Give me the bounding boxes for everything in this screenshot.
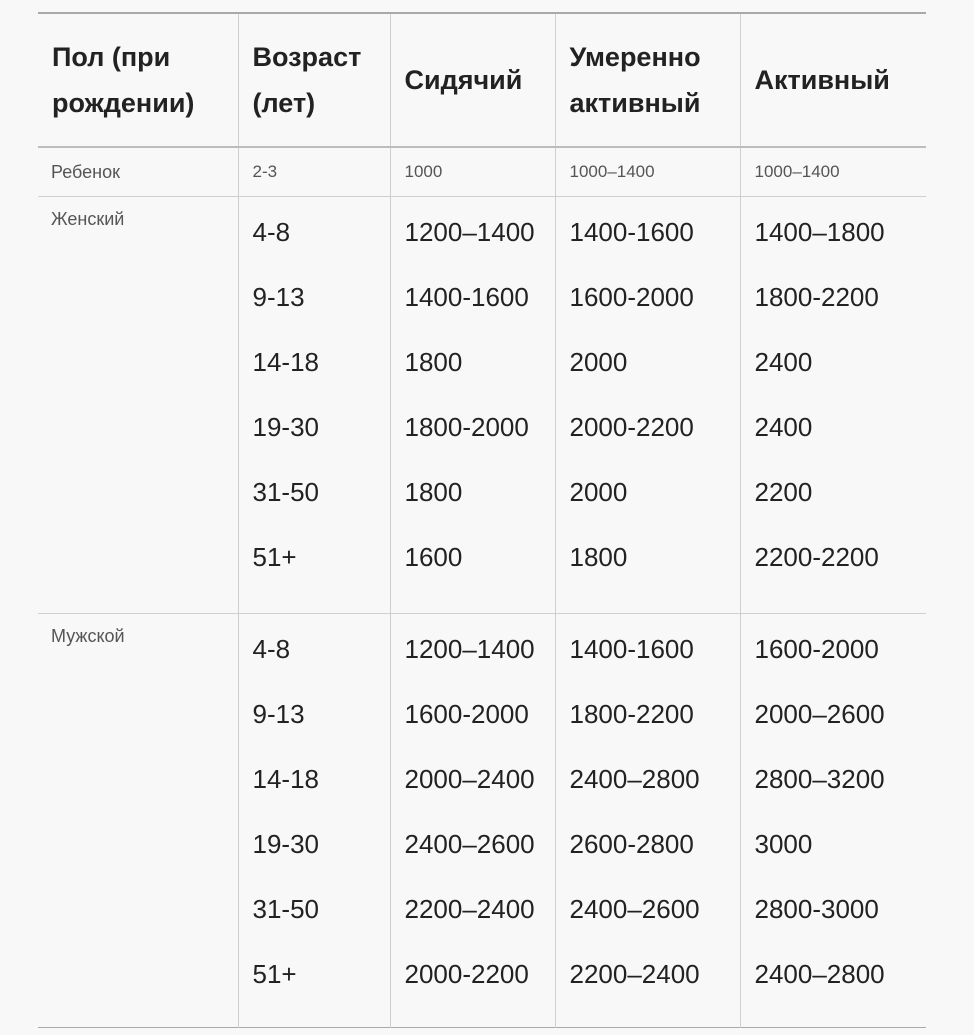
moderate-value: 1800 (569, 542, 628, 572)
cell-ages (238, 614, 390, 1028)
moderate-value: 2000 (569, 477, 628, 507)
active-value: 2400–2800 (754, 959, 885, 989)
sedentary-value: 2000–2400 (404, 764, 535, 794)
age-value: 19-30 (252, 412, 319, 442)
header-active: Активный (740, 13, 926, 147)
cell-active: 1000–1400 (740, 147, 926, 197)
age-value: 51+ (252, 959, 297, 989)
sedentary-value: 2400–2600 (404, 829, 535, 859)
cell-sedentary: 1000 (390, 147, 555, 197)
table-row-child (38, 147, 926, 197)
active-value: 2000–2600 (754, 699, 885, 729)
sedentary-value: 1800 (404, 477, 463, 507)
active-value: 2400 (754, 412, 813, 442)
header-row (38, 13, 926, 147)
calorie-table (38, 12, 926, 1028)
header-sex: Пол (при рождении) (52, 42, 195, 118)
moderate-value: 1800-2200 (569, 699, 694, 729)
moderate-value: 1400-1600 (569, 634, 694, 664)
active-value: 1400–1800 (754, 217, 885, 247)
cell-active (740, 614, 926, 1028)
cell-sedentary (390, 197, 555, 614)
sedentary-value: 1800-2000 (404, 412, 529, 442)
moderate-value: 2000 (569, 347, 628, 377)
age-value: 51+ (252, 542, 297, 572)
age-value: 9-13 (252, 699, 305, 729)
moderate-value: 1400-1600 (569, 217, 694, 247)
cell-ages (238, 197, 390, 614)
header-sedentary: Сидячий (390, 13, 555, 147)
age-value: 31-50 (252, 894, 319, 924)
active-value: 2800–3200 (754, 764, 885, 794)
sedentary-value: 1400-1600 (404, 282, 529, 312)
sedentary-value: 1800 (404, 347, 463, 377)
cell-active (740, 197, 926, 614)
age-value: 14-18 (252, 347, 319, 377)
age-value: 31-50 (252, 477, 319, 507)
active-value: 1800-2200 (754, 282, 879, 312)
moderate-value: 2000-2200 (569, 412, 694, 442)
active-value: 3000 (754, 829, 813, 859)
active-value: 1600-2000 (754, 634, 879, 664)
sedentary-value: 2000-2200 (404, 959, 529, 989)
header-moderate: Умеренно активный (555, 13, 740, 147)
active-value: 2200-2200 (754, 542, 879, 572)
header-age: Возраст (лет) (238, 13, 390, 147)
cell-sex: Мужской (51, 626, 125, 646)
moderate-value: 2400–2800 (569, 764, 700, 794)
sedentary-value: 1200–1400 (404, 634, 535, 664)
cell-moderate: 1000–1400 (555, 147, 740, 197)
table-row-female (38, 197, 926, 614)
cell-moderate (555, 614, 740, 1028)
moderate-value: 2600-2800 (569, 829, 694, 859)
sedentary-value: 1600-2000 (404, 699, 529, 729)
age-value: 19-30 (252, 829, 319, 859)
table-row-male (38, 614, 926, 1028)
cell-sex: Женский (51, 209, 125, 229)
sedentary-value: 2200–2400 (404, 894, 535, 924)
cell-moderate (555, 197, 740, 614)
cell-sedentary (390, 614, 555, 1028)
moderate-value: 2400–2600 (569, 894, 700, 924)
age-value: 4-8 (252, 217, 291, 247)
active-value: 2400 (754, 347, 813, 377)
active-value: 2200 (754, 477, 813, 507)
cell-age: 2-3 (238, 147, 390, 197)
active-value: 2800-3000 (754, 894, 879, 924)
age-value: 9-13 (252, 282, 305, 312)
moderate-value: 1600-2000 (569, 282, 694, 312)
cell-sex: Ребенок (51, 161, 120, 182)
age-value: 4-8 (252, 634, 291, 664)
sedentary-value: 1200–1400 (404, 217, 535, 247)
moderate-value: 2200–2400 (569, 959, 700, 989)
sedentary-value: 1600 (404, 542, 463, 572)
age-value: 14-18 (252, 764, 319, 794)
